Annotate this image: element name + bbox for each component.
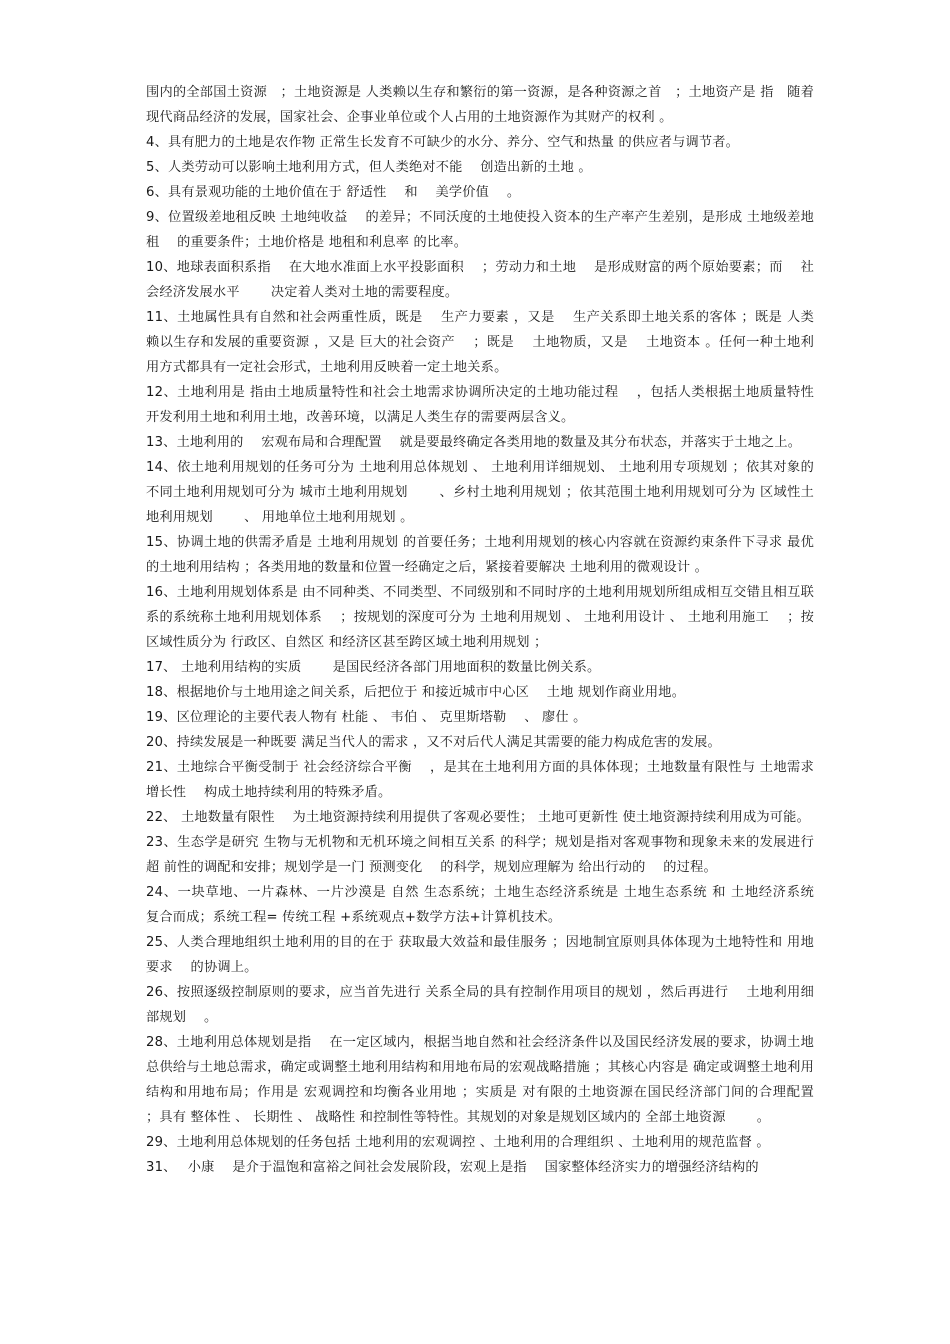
paragraph-item-4: 4、具有肥力的土地是农作物 正常生长发育不可缺少的水分、养分、空气和热量 的供应者与调节者。 (146, 135, 740, 150)
paragraph-item-25: 25、人类合理地组织土地利用的目的在于 获取最大效益和最佳服务 ；因地制宜原则具体体现为土地特性和 用地要求 的协调上。 (146, 935, 814, 975)
paragraph-item-26: 26、按照逐级控制原则的要求，应当首先进行 关系全局的具有控制作用项目的规划 ，然后再进行 土地利用细部规划 。 (146, 985, 814, 1025)
paragraph-item-17: 17、 土地利用结构的实质 是国民经济各部门用地面积的数量比例关系。 (146, 660, 601, 675)
paragraph-item-14: 14、依土地利用规划的任务可分为 土地利用总体规划 、 土地利用详细规划、 土地利用专项规划 ；依其对象的不同土地利用规划可分为 城市土地利用规划 、乡村土地利用规划 ；依其范围土地利用规划可分为 区域性土地利用规划 、 用地单位土地利用规划 。 (146, 460, 814, 525)
paragraph-intro: 围内的全部国土资源 ；土地资源是 人类赖以生存和繁衍的第一资源，是各种资源之首 ；土地资产是 指 随着现代商品经济的发展，国家社会、企事业单位或个人占用的土地资源作为其财产的权利 。 (146, 85, 814, 125)
paragraph-item-19: 19、区位理论的主要代表人物有 杜能 、 韦伯 、 克里斯塔勒 、 廖仕 。 (146, 710, 587, 725)
paragraph-item-18: 18、根据地价与土地用途之间关系，后把位于 和接近城市中心区 土地 规划作商业用地。 (146, 685, 686, 700)
paragraph-item-22: 22、 土地数量有限性 为土地资源持续利用提供了客观必要性； 土地可更新性 使土地资源持续利用成为可能。 (146, 810, 810, 825)
paragraph-item-11: 11、土地属性具有自然和社会两重性质，既是 生产力要素 ，又是 生产关系即土地关系的客体 ；既是 人类赖以生存和发展的重要资源 ，又是 巨大的社会资产 ；既是 土地物质，又是 土地资本 。任何一种土地利用方式都具有一定社会形式，土地利用反映着一定土地关系。 (146, 310, 814, 375)
paragraph-item-12: 12、土地利用是 指由土地质量特性和社会土地需求协调所决定的土地功能过程 ，包括人类根据土地质量特性开发利用土地和利用土地，改善环境，以满足人类生存的需要两层含义。 (146, 385, 814, 425)
paragraph-item-20: 20、持续发展是一种既要 满足当代人的需求 ，又不对后代人满足其需要的能力构成危害的发展。 (146, 735, 721, 750)
paragraph-item-5: 5、人类劳动可以影响土地利用方式，但人类绝对不能 创造出新的土地 。 (146, 160, 592, 175)
paragraph-item-9: 9、位置级差地租反映 土地纯收益 的差异；不同沃度的土地使投入资本的生产率产生差别，是形成 土地级差地租 的重要条件；土地价格是 地租和利息率 的比率。 (146, 210, 814, 250)
paragraph-item-24: 24、一块草地、一片森林、一片沙漠是 自然 生态系统；土地生态经济系统是 土地生态系统 和 土地经济系统 复合而成；系统工程= 传统工程 +系统观点+数学方法+计算机技术。 (146, 885, 832, 925)
paragraph-item-29: 29、土地利用总体规划的任务包括 土地利用的宏观调控 、土地利用的合理组织 、土地利用的规范监督 。 (146, 1135, 770, 1150)
paragraph-item-31: 31、 小康 是介于温饱和富裕之间社会发展阶段，宏观上是指 国家整体经济实力的增强经济结构的 (146, 1160, 759, 1175)
paragraph-item-28: 28、土地利用总体规划是指 在一定区域内，根据当地自然和社会经济条件以及国民经济发展的要求，协调土地总供给与土地总需求，确定或调整土地利用结构和用地布局的宏观战略措施 ；其核心内容是 确定或调整土地利用结构和用地布局；作用是 宏观调控和均衡各业用地 ；实质是 对有限的土地资源在国民经济部门间的合理配置 ；具有 整体性 、 长期性 、 战略性 和控制性等特性。其规划的对象是规划区域内的 全部土地资源 。 (146, 1035, 832, 1125)
document-body (146, 80, 832, 1180)
paragraph-item-16: 16、土地利用规划体系是 由不同种类、不同类型、不同级别和不同时序的土地利用规划所组成相互交错且相互联系的系统称土地利用规划体系 ；按规划的深度可分为 土地利用规划 、 土地利用设计 、 土地利用施工 ；按区域性质分为 行政区、自然区 和经济区甚至跨区域土地利用规划 ； (146, 585, 814, 650)
paragraph-item-10: 10、地球表面积系指 在大地水准面上水平投影面积 ；劳动力和土地 是形成财富的两个原始要素；而 社会经济发展水平 决定着人类对土地的需要程度。 (146, 260, 814, 300)
paragraph-item-6: 6、具有景观功能的土地价值在于 舒适性 和 美学价值 。 (146, 185, 521, 200)
paragraph-item-13: 13、土地利用的 宏观布局和合理配置 就是要最终确定各类用地的数量及其分布状态，并落实于土地之上。 (146, 435, 802, 450)
paragraph-item-21: 21、土地综合平衡受制于 社会经济综合平衡 ，是其在土地利用方面的具体体现；土地数量有限性与 土地需求增长性 构成土地持续利用的特殊矛盾。 (146, 760, 814, 800)
paragraph-item-23: 23、生态学是研究 生物与无机物和无机环境之间相互关系 的科学；规划是指对客观事物和现象未来的发展进行超 前性的调配和安排；规划学是一门 预测变化 的科学，规划应理解为 给出行动的 的过程。 (146, 835, 814, 875)
paragraph-item-15: 15、协调土地的供需矛盾是 土地利用规划 的首要任务；土地利用规划的核心内容就在资源约束条件下寻求 最优的土地利用结构 ；各类用地的数量和位置一经确定之后，紧接着要解决 土地利用的微观设计 。 (146, 535, 814, 575)
